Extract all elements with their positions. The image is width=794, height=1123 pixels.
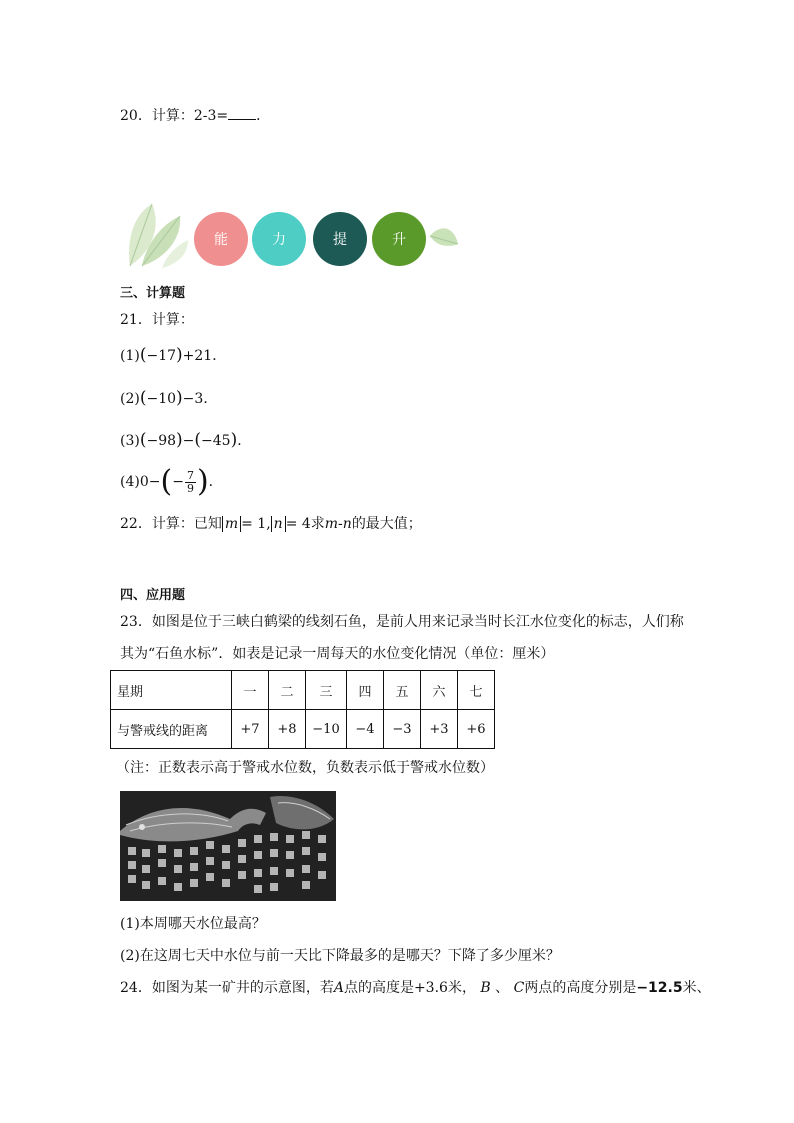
banner-circle-3: 提 [313,212,367,266]
question-21-part-2: (2)(−10)−3． [120,388,218,408]
section-4-title: 四、应用题 [120,588,186,603]
table-row: 与警戒线的距离 +7 +8 −10 −4 −3 +3 +6 [111,710,495,749]
banner-circle-1: 能 [194,212,248,266]
table-row: 星期 一 二 三 四 五 六 七 [111,671,495,710]
question-20-tail: ． [256,108,271,124]
question-21-stem: 21．计算： [120,312,194,328]
banner-circle-2: 力 [252,212,306,266]
question-20-text: 20．计算：2-3= [120,108,229,124]
ability-banner [122,200,462,270]
banner-circle-4: 升 [372,212,426,266]
water-level-table [110,670,495,749]
question-21-part-4: (4)0−(− $\frac{7}{9}$ )． [120,464,223,499]
question-23-sub-2: (2)在这周七天中水位与前一天比下降最多的是哪天？下降了多少厘米？ [120,948,560,964]
answer-blank [228,107,256,120]
question-23-note: （注：正数表示高于警戒水位数，负数表示低于警戒水位数） [116,760,494,776]
question-22: 22．计算：已知 m = 1, n = 4求m-n的最大值； [120,516,422,532]
stone-fish-icon [120,791,336,901]
question-21-part-3: (3)(−98)−(−45)． [120,430,252,450]
question-23-sub-1: (1)本周哪天水位最高？ [120,916,266,932]
question-20 [120,106,270,126]
section-3-title: 三、计算题 [120,286,186,301]
question-24: 24．如图为某一矿井的示意图，若A点的高度是+3.6米， B 、 C两点的高度分别是−12.5米、 [120,980,711,996]
question-23-line-2: 其为“石鱼水标”．如表是记录一周每天的水位变化情况（单位：厘米） [120,646,555,662]
stone-fish-image [120,791,336,901]
question-21-part-1: (1)(−17)+21． [120,345,227,365]
fraction: $\frac{7}{9}$ [186,468,194,495]
question-23-line-1: 23．如图是位于三峡白鹤梁的线刻石鱼，是前人用来记录当时长江水位变化的标志，人们称 [120,614,684,630]
